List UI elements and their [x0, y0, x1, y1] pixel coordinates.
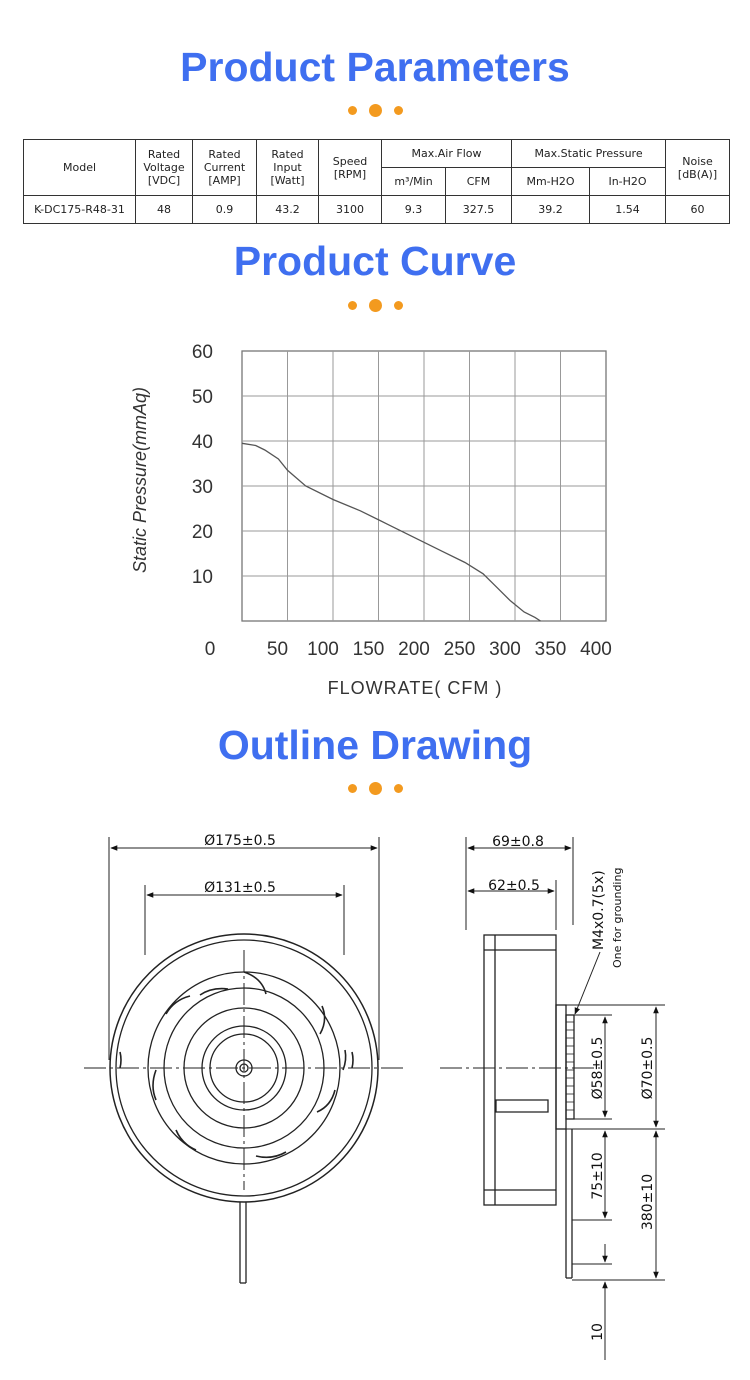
header-speed: Speed [RPM]: [319, 140, 382, 196]
y-tick-label: 20: [191, 522, 213, 543]
chart-ticks: [192, 342, 612, 660]
header-max-air-flow: Max.Air Flow: [382, 140, 512, 168]
header-rated-current: Rated Current [AMP]: [193, 140, 257, 196]
x-tick-label: 200: [398, 639, 430, 660]
header-noise: Noise [dB(A)]: [666, 140, 730, 196]
parameters-heading: Product Parameters: [180, 44, 570, 90]
cell-pressure-in: 1.54: [590, 196, 666, 224]
hub-outer-dim: Ø70±0.5: [640, 1036, 656, 1100]
y-tick-label: 40: [191, 432, 213, 453]
outline-dots-divider: [0, 782, 750, 795]
body-height-dim: 62±0.5: [488, 878, 540, 894]
outline-drawing: [0, 800, 750, 1380]
cell-model: K-DC175-R48-31: [24, 196, 136, 224]
curve-dots-divider: [0, 299, 750, 312]
cell-airflow-m3: 9.3: [382, 196, 446, 224]
x-tick-label: 150: [352, 639, 385, 660]
cell-input: 43.2: [257, 196, 319, 224]
header-airflow-m3: m³/Min: [382, 168, 446, 196]
parameters-dots-divider: [0, 104, 750, 117]
pressure-flow-curve: [242, 443, 541, 621]
header-max-static-pressure: Max.Static Pressure: [512, 140, 666, 168]
cable-length-b-dim: 380±10: [640, 1173, 656, 1231]
y-axis-label: Static Pressure(mmAq): [130, 386, 150, 574]
hub-inner-dim: Ø58±0.5: [590, 1036, 606, 1100]
cell-pressure-mm: 39.2: [512, 196, 590, 224]
product-curve-chart: [0, 325, 750, 725]
y-tick-label: 10: [191, 567, 213, 588]
y-tick-label: 30: [191, 477, 213, 498]
x-tick-label: 350: [534, 639, 567, 660]
cell-airflow-cfm: 327.5: [446, 196, 512, 224]
header-pressure-in: In-H2O: [590, 168, 666, 196]
header-rated-input: Rated Input [Watt]: [257, 140, 319, 196]
header-pressure-mm: Mm-H2O: [512, 168, 590, 196]
x-tick-label: 250: [443, 639, 476, 660]
outline-heading: Outline Drawing: [217, 722, 533, 768]
y-tick-label: 60: [191, 342, 213, 363]
outer-diameter-dim: Ø175±0.5: [204, 833, 276, 849]
curve-heading: Product Curve: [233, 238, 517, 284]
header-airflow-cfm: CFM: [446, 168, 512, 196]
cable-end-dim: 10: [590, 1323, 606, 1341]
x-tick-label: 50: [266, 639, 289, 660]
header-model: Model: [24, 140, 136, 196]
x-tick-label: 0: [204, 639, 216, 660]
x-tick-label: 100: [307, 639, 339, 660]
cell-current: 0.9: [193, 196, 257, 224]
cell-voltage: 48: [136, 196, 193, 224]
cell-noise: 60: [666, 196, 730, 224]
chart-grid: [242, 351, 606, 621]
cell-speed: 3100: [319, 196, 382, 224]
x-tick-label: 300: [489, 639, 521, 660]
front-view: [84, 837, 404, 1283]
inner-diameter-dim: Ø131±0.5: [204, 880, 276, 896]
screw-spec-note: M4x0.7(5x): [591, 870, 607, 950]
cable-length-a-dim: 75±10: [590, 1152, 606, 1200]
y-tick-label: 50: [191, 387, 213, 408]
header-rated-voltage: Rated Voltage [VDC]: [136, 140, 193, 196]
x-tick-label: 400: [580, 639, 612, 660]
total-height-dim: 69±0.8: [492, 834, 544, 850]
grounding-note: One for grounding: [611, 867, 624, 968]
parameters-table: [23, 139, 730, 224]
x-axis-label: FLOWRATE( CFM ): [327, 678, 503, 698]
table-row: [24, 196, 730, 224]
side-view: [440, 837, 665, 1360]
